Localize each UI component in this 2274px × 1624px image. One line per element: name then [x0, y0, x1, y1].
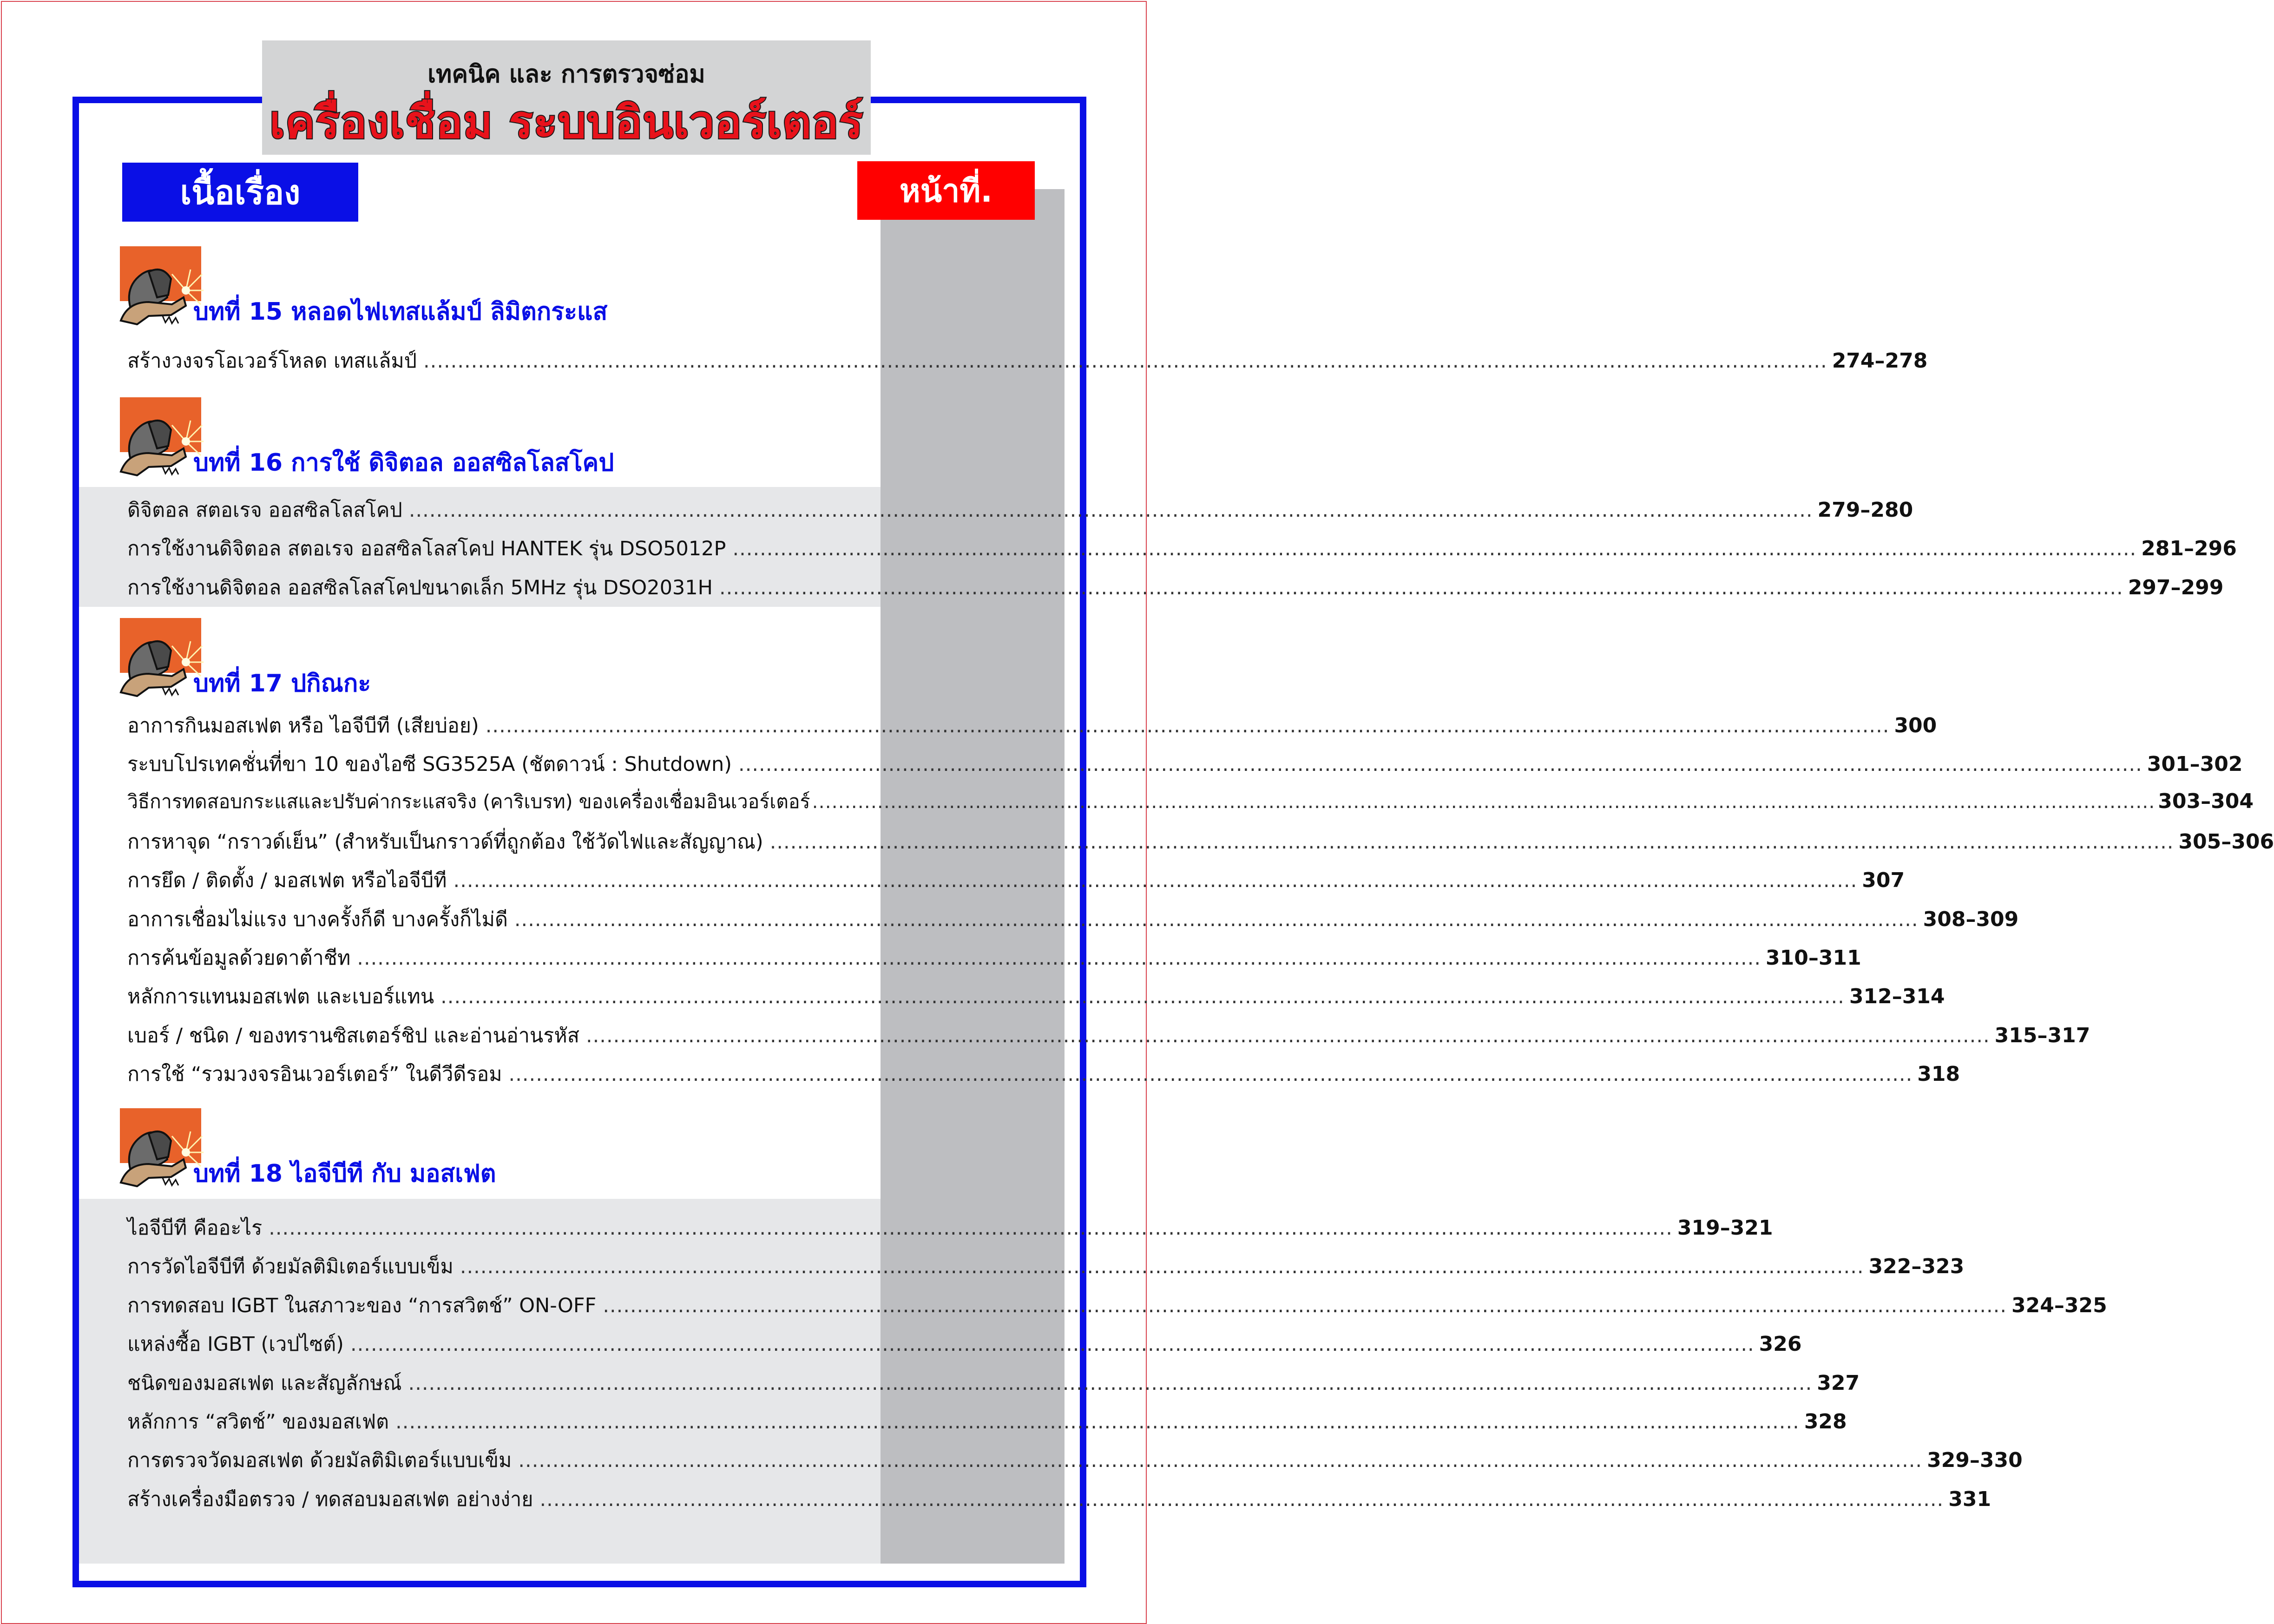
welder-icon	[116, 397, 204, 476]
entry-pages: 312–314	[1849, 985, 1945, 1008]
entry-pages: 310–311	[1766, 946, 1861, 970]
welder-icon	[116, 618, 204, 697]
entry-pages: 322–323	[1868, 1255, 1965, 1278]
entry-title: หลักการ “สวิตช์” ของมอสเฟต	[127, 1410, 389, 1433]
entry-pages: 319–321	[1677, 1216, 1773, 1240]
entry-title: ไอจีบีที คืออะไร	[127, 1216, 263, 1240]
entry-title: การค้นข้อมูลด้วยดาต้าชีท	[127, 947, 351, 970]
welder-icon	[116, 1108, 204, 1187]
entry-pages: 315–317	[1994, 1024, 2090, 1047]
toc-entry[interactable]	[127, 748, 2243, 776]
dot-leader: ..............................................................................................................................................................................................................	[408, 499, 1813, 522]
dot-leader: ..............................................................................................................................................................................................................	[453, 869, 1858, 892]
entry-title: ดิจิตอล สตอเรจ ออสซิลโลสโคป	[127, 499, 402, 522]
toc-entry[interactable]	[127, 345, 1928, 373]
toc-entry[interactable]	[127, 1483, 1991, 1511]
entry-pages: 301–302	[2147, 752, 2243, 776]
dot-leader: ..............................................................................................................................................................................................................	[769, 830, 2174, 854]
entry-title: หลักการแทนมอสเฟต และเบอร์แทน	[127, 985, 434, 1008]
toc-entry[interactable]	[127, 1019, 2090, 1047]
entry-title: ระบบโปรเทคชั่นที่ขา 10 ของไอซี SG3525A (ชัตดาวน์ : Shutdown)	[127, 753, 732, 776]
entry-title: อาการเชื่อมไม่แรง บางครั้งก็ดี บางครั้งก็ไม่ดี	[127, 908, 508, 931]
book-title: เครื่องเชื่อม ระบบอินเวอร์เตอร์	[269, 96, 864, 148]
entry-pages: 318	[1917, 1062, 1960, 1086]
dot-leader: ..............................................................................................................................................................................................................	[738, 753, 2143, 776]
dot-leader: ..............................................................................................................................................................................................................	[269, 1216, 1673, 1240]
page-header: หน้าที่.	[857, 161, 1035, 220]
entry-pages: 297–299	[2128, 576, 2224, 599]
entry-title: ชนิดของมอสเฟต และสัญลักษณ์	[127, 1372, 402, 1395]
dot-leader: ..............................................................................................................................................................................................................	[460, 1255, 1864, 1278]
toc-entry[interactable]	[127, 1212, 1773, 1240]
toc-entry[interactable]	[127, 1328, 1802, 1356]
chapter-heading: บทที่ 15 หลอดไฟเทสแล้มป์ ลิมิตกระแส	[193, 298, 608, 326]
entry-pages: 308–309	[1923, 907, 2019, 931]
book-subtitle: เทคนิค และ การตรวจซ่อม	[427, 60, 705, 88]
entry-title: การหาจุด “กราวด์เย็น” (สำหรับเป็นกราวด์ที่ถูกต้อง ใช้วัดไฟและสัญญาณ)	[127, 830, 763, 854]
dot-leader: ..............................................................................................................................................................................................................	[395, 1410, 1800, 1433]
dot-leader: ..............................................................................................................................................................................................................	[732, 537, 2137, 560]
entry-pages: 326	[1759, 1332, 1802, 1356]
entry-title: การใช้งานดิจิตอล ออสซิลโลสโคปขนาดเล็ก 5MHz รุ่น DSO2031H	[127, 576, 713, 599]
toc-entry[interactable]	[127, 533, 2237, 560]
dot-leader: ..............................................................................................................................................................................................................	[603, 1294, 2007, 1317]
entry-title: เบอร์ / ชนิด / ของทรานซิสเตอร์ชิป และอ่านอ่านรหัส	[127, 1024, 579, 1047]
entry-title: อาการกินมอสเฟต หรือ ไอจีบีที (เสียบ่อย)	[127, 714, 479, 737]
dot-leader: ..............................................................................................................................................................................................................	[408, 1372, 1813, 1395]
entry-pages: 274–278	[1832, 349, 1928, 373]
toc-entry[interactable]	[127, 494, 1913, 522]
toc-entry[interactable]	[127, 572, 2224, 599]
dot-leader: ..............................................................................................................................................................................................................	[485, 714, 1890, 737]
entry-title: การใช้ “รวมวงจรอินเวอร์เตอร์” ในดีวีดีรอม	[127, 1063, 502, 1086]
entry-title: การยึด / ติดตั้ง / มอสเฟต หรือไอจีบีที	[127, 869, 447, 892]
contents-header: เนื้อเรื่อง	[122, 163, 358, 222]
dot-leader: ..............................................................................................................................................................................................................	[440, 985, 1845, 1008]
entry-title: สร้างเครื่องมือตรวจ / ทดสอบมอสเฟต อย่างง่าย	[127, 1488, 533, 1511]
title-box	[262, 40, 871, 155]
toc-entry[interactable]	[127, 1289, 2107, 1317]
toc-entry[interactable]	[127, 903, 2019, 931]
dot-leader: ..............................................................................................................................................................................................................	[423, 349, 1827, 373]
toc-entry[interactable]	[127, 942, 1861, 970]
entry-pages: 279–280	[1817, 498, 1913, 522]
entry-pages: 324–325	[2011, 1294, 2107, 1317]
dot-leader: ..............................................................................................................................................................................................................	[357, 947, 1761, 970]
entry-pages: 281–296	[2141, 537, 2237, 560]
dot-leader: ..............................................................................................................................................................................................................	[350, 1333, 1755, 1356]
entry-pages: 328	[1804, 1410, 1847, 1433]
toc-entry[interactable]	[127, 1406, 1847, 1433]
entry-pages: 300	[1894, 714, 1937, 737]
dot-leader: ..............................................................................................................................................................................................................	[812, 790, 2156, 813]
entry-pages: 305–306	[2178, 830, 2274, 854]
dot-leader: ..............................................................................................................................................................................................................	[514, 908, 1919, 931]
welder-icon	[116, 246, 204, 325]
entry-title: การวัดไอจีบีที ด้วยมัลติมิเตอร์แบบเข็ม	[127, 1255, 453, 1278]
chapter-heading: บทที่ 17 ปกิณกะ	[193, 670, 371, 697]
dot-leader: ..............................................................................................................................................................................................................	[539, 1488, 1944, 1511]
toc-entry[interactable]	[127, 1444, 2023, 1472]
dot-leader: ..............................................................................................................................................................................................................	[508, 1063, 1913, 1086]
toc-entry[interactable]	[127, 1250, 1965, 1278]
entry-title: วิธีการทดสอบกระแสและปรับค่ากระแสจริง (คาริเบรท) ของเครื่องเชื่อมอินเวอร์เตอร์	[127, 790, 810, 813]
toc-entry[interactable]	[127, 864, 1905, 892]
dot-leader: ..............................................................................................................................................................................................................	[585, 1024, 1990, 1047]
dot-leader: ..............................................................................................................................................................................................................	[719, 576, 2123, 599]
toc-entry[interactable]	[127, 980, 1945, 1008]
entry-pages: 329–330	[1927, 1448, 2023, 1472]
entry-title: การตรวจวัดมอสเฟต ด้วยมัลติมิเตอร์แบบเข็ม	[127, 1449, 512, 1472]
entry-title: การทดสอบ IGBT ในสภาวะของ “การสวิตช์” ON-OFF	[127, 1294, 597, 1317]
entry-pages: 327	[1817, 1371, 1860, 1395]
toc-entry[interactable]	[127, 826, 2274, 854]
toc-entry[interactable]	[127, 787, 2254, 815]
toc-entry[interactable]	[127, 1367, 1860, 1395]
entry-pages: 331	[1948, 1487, 1991, 1511]
dot-leader: ..............................................................................................................................................................................................................	[518, 1449, 1923, 1472]
entry-pages: 303–304	[2158, 789, 2254, 813]
entry-title: แหล่งซื้อ IGBT (เวปไซต์)	[127, 1333, 344, 1356]
entry-title: สร้างวงจรโอเวอร์โหลด เทสแล้มป์	[127, 349, 417, 373]
entry-pages: 307	[1862, 868, 1905, 892]
entry-title: การใช้งานดิจิตอล สตอเรจ ออสซิลโลสโคป HANTEK รุ่น DSO5012P	[127, 537, 726, 560]
toc-entry[interactable]	[127, 710, 1937, 737]
chapter-heading: บทที่ 16 การใช้ ดิจิตอล ออสซิลโลสโคป	[193, 449, 614, 477]
chapter-heading: บทที่ 18 ไอจีบีที กับ มอสเฟต	[193, 1160, 496, 1188]
toc-entry[interactable]	[127, 1058, 1960, 1086]
